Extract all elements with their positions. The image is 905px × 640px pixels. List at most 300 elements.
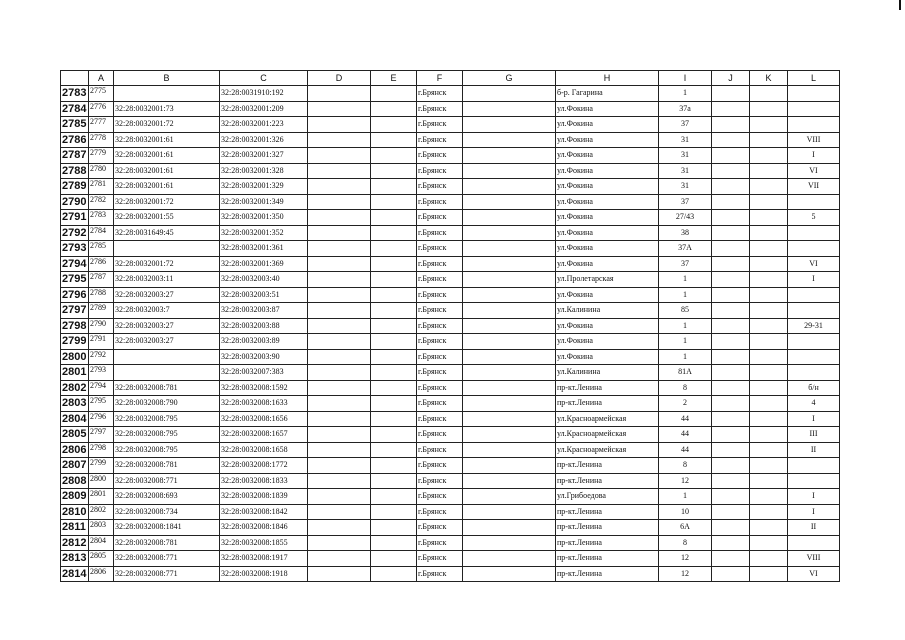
cell-c: 32:28:0032008:1656 [220, 411, 308, 427]
cell-b: 32:28:0032008:781 [114, 458, 220, 474]
cell-b: 32:28:0031649:45 [114, 225, 220, 241]
cell-i: 31 [659, 148, 712, 164]
cell-h: ул.Красноармейская [556, 427, 659, 443]
cell-b: 32:28:0032001:72 [114, 117, 220, 133]
row-number-cell: 2788 [61, 163, 89, 179]
cell-g [463, 256, 556, 272]
table-row [61, 287, 840, 303]
cell-d [308, 504, 371, 520]
cell-g [463, 566, 556, 582]
cell-g [463, 132, 556, 148]
cell-a: 2776 [89, 101, 114, 117]
cell-d [308, 566, 371, 582]
column-header-k: K [750, 71, 788, 86]
cell-e [371, 86, 417, 102]
cell-d [308, 194, 371, 210]
row-number-cell: 2798 [61, 318, 89, 334]
cell-d [308, 551, 371, 567]
cell-f: г.Брянск [417, 334, 463, 350]
cell-e [371, 535, 417, 551]
cell-d [308, 489, 371, 505]
cell-f: г.Брянск [417, 411, 463, 427]
cell-b: 32:28:0032008:771 [114, 566, 220, 582]
cell-k [750, 86, 788, 102]
cell-l [788, 287, 840, 303]
cell-g [463, 179, 556, 195]
row-number-cell: 2800 [61, 349, 89, 365]
table-row [61, 241, 840, 257]
cell-j [712, 566, 750, 582]
cell-l: I [788, 504, 840, 520]
cell-f: г.Брянск [417, 148, 463, 164]
column-header-g: G [463, 71, 556, 86]
cell-e [371, 504, 417, 520]
cell-h: ул.Фокина [556, 132, 659, 148]
cell-c: 32:28:0032003:89 [220, 334, 308, 350]
cell-d [308, 458, 371, 474]
cell-g [463, 396, 556, 412]
row-number-cell: 2793 [61, 241, 89, 257]
cell-b: 32:28:0032001:61 [114, 179, 220, 195]
cell-e [371, 396, 417, 412]
row-number-cell: 2786 [61, 132, 89, 148]
cell-e [371, 210, 417, 226]
cell-l [788, 473, 840, 489]
cell-l: I [788, 148, 840, 164]
cell-c: 32:28:0032001:369 [220, 256, 308, 272]
row-number-cell: 2796 [61, 287, 89, 303]
cell-i: 38 [659, 225, 712, 241]
cell-i: 31 [659, 179, 712, 195]
table-row [61, 132, 840, 148]
cell-i: 12 [659, 473, 712, 489]
cell-l [788, 365, 840, 381]
cell-a: 2804 [89, 535, 114, 551]
cell-b: 32:28:0032008:790 [114, 396, 220, 412]
cell-l: III [788, 427, 840, 443]
row-number-cell: 2803 [61, 396, 89, 412]
table-row [61, 396, 840, 412]
cell-e [371, 334, 417, 350]
table-row [61, 194, 840, 210]
cell-d [308, 303, 371, 319]
cell-e [371, 241, 417, 257]
cell-j [712, 427, 750, 443]
cell-j [712, 179, 750, 195]
table-row [61, 179, 840, 195]
cell-g [463, 442, 556, 458]
cell-c: 32:28:0032001:361 [220, 241, 308, 257]
cell-l [788, 101, 840, 117]
cell-c: 32:28:0032003:87 [220, 303, 308, 319]
row-number-cell: 2789 [61, 179, 89, 195]
cell-d [308, 349, 371, 365]
cell-k [750, 442, 788, 458]
cell-h: пр-кт.Ленина [556, 396, 659, 412]
cell-g [463, 365, 556, 381]
cell-a: 2784 [89, 225, 114, 241]
cell-g [463, 86, 556, 102]
row-number-cell: 2804 [61, 411, 89, 427]
cell-e [371, 349, 417, 365]
table-row [61, 148, 840, 164]
cell-f: г.Брянск [417, 427, 463, 443]
cell-h: ул.Фокина [556, 318, 659, 334]
row-number-cell: 2799 [61, 334, 89, 350]
cell-i: 37А [659, 241, 712, 257]
cell-f: г.Брянск [417, 442, 463, 458]
cell-k [750, 303, 788, 319]
cell-i: 37 [659, 194, 712, 210]
cell-f: г.Брянск [417, 225, 463, 241]
cell-g [463, 427, 556, 443]
cell-k [750, 132, 788, 148]
cell-h: ул.Фокина [556, 349, 659, 365]
cell-c: 32:28:0032008:1855 [220, 535, 308, 551]
cell-k [750, 101, 788, 117]
cell-b: 32:28:0032001:72 [114, 194, 220, 210]
cell-c: 32:28:0032008:1657 [220, 427, 308, 443]
cell-d [308, 101, 371, 117]
cell-l [788, 458, 840, 474]
cell-i: 1 [659, 334, 712, 350]
cell-k [750, 566, 788, 582]
row-number-cell: 2807 [61, 458, 89, 474]
cell-k [750, 117, 788, 133]
cell-b [114, 349, 220, 365]
cell-f: г.Брянск [417, 210, 463, 226]
table-row [61, 225, 840, 241]
table-row [61, 489, 840, 505]
cell-j [712, 256, 750, 272]
cell-f: г.Брянск [417, 551, 463, 567]
cell-e [371, 303, 417, 319]
cell-e [371, 318, 417, 334]
cell-a: 2798 [89, 442, 114, 458]
cell-k [750, 365, 788, 381]
cell-a: 2789 [89, 303, 114, 319]
page-edge-mark [899, 0, 901, 10]
column-header-j: J [712, 71, 750, 86]
cell-f: г.Брянск [417, 194, 463, 210]
cell-g [463, 101, 556, 117]
cell-c: 32:28:0032008:1658 [220, 442, 308, 458]
cell-i: 44 [659, 442, 712, 458]
cell-d [308, 427, 371, 443]
cell-f: г.Брянск [417, 458, 463, 474]
cell-j [712, 101, 750, 117]
cell-h: ул.Калинина [556, 303, 659, 319]
cell-l: I [788, 411, 840, 427]
cell-f: г.Брянск [417, 535, 463, 551]
cell-c: 32:28:0032008:1917 [220, 551, 308, 567]
table-row [61, 117, 840, 133]
row-number-cell: 2792 [61, 225, 89, 241]
cell-k [750, 473, 788, 489]
row-number-cell: 2811 [61, 520, 89, 536]
cell-l: I [788, 489, 840, 505]
cell-b: 32:28:0032008:771 [114, 473, 220, 489]
table-row [61, 365, 840, 381]
cell-f: г.Брянск [417, 303, 463, 319]
cell-f: г.Брянск [417, 117, 463, 133]
cell-l [788, 535, 840, 551]
cell-b: 32:28:0032001:61 [114, 163, 220, 179]
cell-d [308, 179, 371, 195]
cell-j [712, 241, 750, 257]
cell-k [750, 427, 788, 443]
cell-b: 32:28:0032003:27 [114, 334, 220, 350]
cell-e [371, 132, 417, 148]
table-row [61, 86, 840, 102]
cell-d [308, 241, 371, 257]
cell-c: 32:28:0032003:40 [220, 272, 308, 288]
cell-g [463, 334, 556, 350]
table-row [61, 535, 840, 551]
cell-a: 2799 [89, 458, 114, 474]
cell-k [750, 179, 788, 195]
cell-l: 4 [788, 396, 840, 412]
cell-k [750, 148, 788, 164]
cell-f: г.Брянск [417, 272, 463, 288]
cell-c: 32:28:0032001:329 [220, 179, 308, 195]
cell-b [114, 86, 220, 102]
cell-h: ул.Фокина [556, 210, 659, 226]
table-row [61, 520, 840, 536]
cell-b: 32:28:0032001:61 [114, 132, 220, 148]
cell-j [712, 365, 750, 381]
cell-j [712, 86, 750, 102]
cell-k [750, 163, 788, 179]
cell-b: 32:28:0032001:73 [114, 101, 220, 117]
cell-j [712, 272, 750, 288]
cell-l [788, 241, 840, 257]
cell-i: 31 [659, 163, 712, 179]
cell-a: 2777 [89, 117, 114, 133]
cell-e [371, 489, 417, 505]
cell-j [712, 411, 750, 427]
table-row [61, 256, 840, 272]
column-header-b: B [114, 71, 220, 86]
cell-e [371, 411, 417, 427]
cell-j [712, 210, 750, 226]
cell-g [463, 225, 556, 241]
cell-i: 1 [659, 318, 712, 334]
cell-h: ул.Красноармейская [556, 442, 659, 458]
cell-l [788, 86, 840, 102]
cell-d [308, 473, 371, 489]
cell-g [463, 380, 556, 396]
cell-j [712, 318, 750, 334]
cell-j [712, 504, 750, 520]
table-row [61, 380, 840, 396]
table-row [61, 334, 840, 350]
cell-k [750, 349, 788, 365]
cell-i: 1 [659, 86, 712, 102]
cell-h: ул.Фокина [556, 148, 659, 164]
cell-a: 2795 [89, 396, 114, 412]
cell-c: 32:28:0032008:1839 [220, 489, 308, 505]
cell-l: II [788, 442, 840, 458]
cell-e [371, 225, 417, 241]
cell-e [371, 163, 417, 179]
cell-f: г.Брянск [417, 86, 463, 102]
row-number-cell: 2801 [61, 365, 89, 381]
cell-f: г.Брянск [417, 380, 463, 396]
cell-c: 32:28:0032003:88 [220, 318, 308, 334]
cell-a: 2797 [89, 427, 114, 443]
cell-g [463, 287, 556, 303]
cell-b: 32:28:0032001:55 [114, 210, 220, 226]
cell-g [463, 489, 556, 505]
cell-k [750, 194, 788, 210]
cell-e [371, 101, 417, 117]
row-number-cell: 2784 [61, 101, 89, 117]
cell-c: 32:28:0032008:1842 [220, 504, 308, 520]
cell-d [308, 117, 371, 133]
cell-l [788, 349, 840, 365]
row-number-cell: 2809 [61, 489, 89, 505]
cell-d [308, 318, 371, 334]
cell-a: 2800 [89, 473, 114, 489]
row-number-cell: 2812 [61, 535, 89, 551]
cell-c: 32:28:0032001:349 [220, 194, 308, 210]
cell-i: 8 [659, 380, 712, 396]
table-row [61, 318, 840, 334]
cell-e [371, 458, 417, 474]
cell-c: 32:28:0032001:328 [220, 163, 308, 179]
cell-a: 2802 [89, 504, 114, 520]
cell-c: 32:28:0032003:90 [220, 349, 308, 365]
cell-a: 2780 [89, 163, 114, 179]
cell-f: г.Брянск [417, 566, 463, 582]
cell-d [308, 163, 371, 179]
cell-f: г.Брянск [417, 489, 463, 505]
cell-f: г.Брянск [417, 101, 463, 117]
cell-d [308, 272, 371, 288]
column-header-corner [61, 71, 89, 86]
cell-l: 29-31 [788, 318, 840, 334]
cell-e [371, 287, 417, 303]
cell-j [712, 442, 750, 458]
cell-j [712, 396, 750, 412]
cell-e [371, 272, 417, 288]
cell-l [788, 334, 840, 350]
table-row [61, 349, 840, 365]
cell-e [371, 194, 417, 210]
row-number-cell: 2797 [61, 303, 89, 319]
cell-g [463, 163, 556, 179]
cell-e [371, 117, 417, 133]
column-header-c: C [220, 71, 308, 86]
cell-g [463, 303, 556, 319]
cell-h: ул.Фокина [556, 241, 659, 257]
cell-i: 37 [659, 117, 712, 133]
row-number-cell: 2795 [61, 272, 89, 288]
cell-k [750, 411, 788, 427]
cell-b: 32:28:0032003:27 [114, 318, 220, 334]
cell-d [308, 256, 371, 272]
cell-d [308, 365, 371, 381]
cell-j [712, 148, 750, 164]
cell-g [463, 210, 556, 226]
column-header-row [61, 71, 840, 86]
cell-h: пр-кт.Ленина [556, 458, 659, 474]
cell-j [712, 380, 750, 396]
cell-j [712, 303, 750, 319]
cell-a: 2790 [89, 318, 114, 334]
cell-l [788, 117, 840, 133]
cell-f: г.Брянск [417, 318, 463, 334]
cell-c: 32:28:0032001:209 [220, 101, 308, 117]
cell-i: 12 [659, 551, 712, 567]
cell-c: 32:28:0032001:223 [220, 117, 308, 133]
cell-b: 32:28:0032008:795 [114, 427, 220, 443]
cell-d [308, 442, 371, 458]
column-header-d: D [308, 71, 371, 86]
row-number-cell: 2810 [61, 504, 89, 520]
cell-a: 2794 [89, 380, 114, 396]
cell-e [371, 365, 417, 381]
cell-f: г.Брянск [417, 256, 463, 272]
cell-e [371, 427, 417, 443]
cell-k [750, 504, 788, 520]
table-row [61, 504, 840, 520]
table-row [61, 411, 840, 427]
cell-d [308, 520, 371, 536]
cell-g [463, 473, 556, 489]
cell-j [712, 287, 750, 303]
cell-b: 32:28:0032008:795 [114, 442, 220, 458]
cell-d [308, 132, 371, 148]
cell-g [463, 117, 556, 133]
cell-l: VI [788, 163, 840, 179]
row-number-cell: 2802 [61, 380, 89, 396]
cell-d [308, 411, 371, 427]
column-header-e: E [371, 71, 417, 86]
cell-d [308, 396, 371, 412]
cell-i: 44 [659, 427, 712, 443]
cell-f: г.Брянск [417, 179, 463, 195]
cell-d [308, 535, 371, 551]
cell-i: 37 [659, 256, 712, 272]
cell-c: 32:28:0032008:1833 [220, 473, 308, 489]
cell-l: I [788, 272, 840, 288]
cell-k [750, 551, 788, 567]
cell-l: VI [788, 566, 840, 582]
cell-a: 2785 [89, 241, 114, 257]
cell-i: 1 [659, 287, 712, 303]
cell-l [788, 303, 840, 319]
column-header-i: I [659, 71, 712, 86]
cell-h: пр-кт.Ленина [556, 504, 659, 520]
cell-l: VIII [788, 551, 840, 567]
cell-d [308, 287, 371, 303]
cell-b [114, 365, 220, 381]
cell-h: ул.Фокина [556, 117, 659, 133]
cell-k [750, 287, 788, 303]
cell-i: 85 [659, 303, 712, 319]
cell-b: 32:28:0032001:72 [114, 256, 220, 272]
cell-f: г.Брянск [417, 241, 463, 257]
cell-k [750, 318, 788, 334]
cell-j [712, 334, 750, 350]
cell-k [750, 535, 788, 551]
cell-i: 10 [659, 504, 712, 520]
row-number-cell: 2791 [61, 210, 89, 226]
cell-j [712, 225, 750, 241]
table-row [61, 427, 840, 443]
